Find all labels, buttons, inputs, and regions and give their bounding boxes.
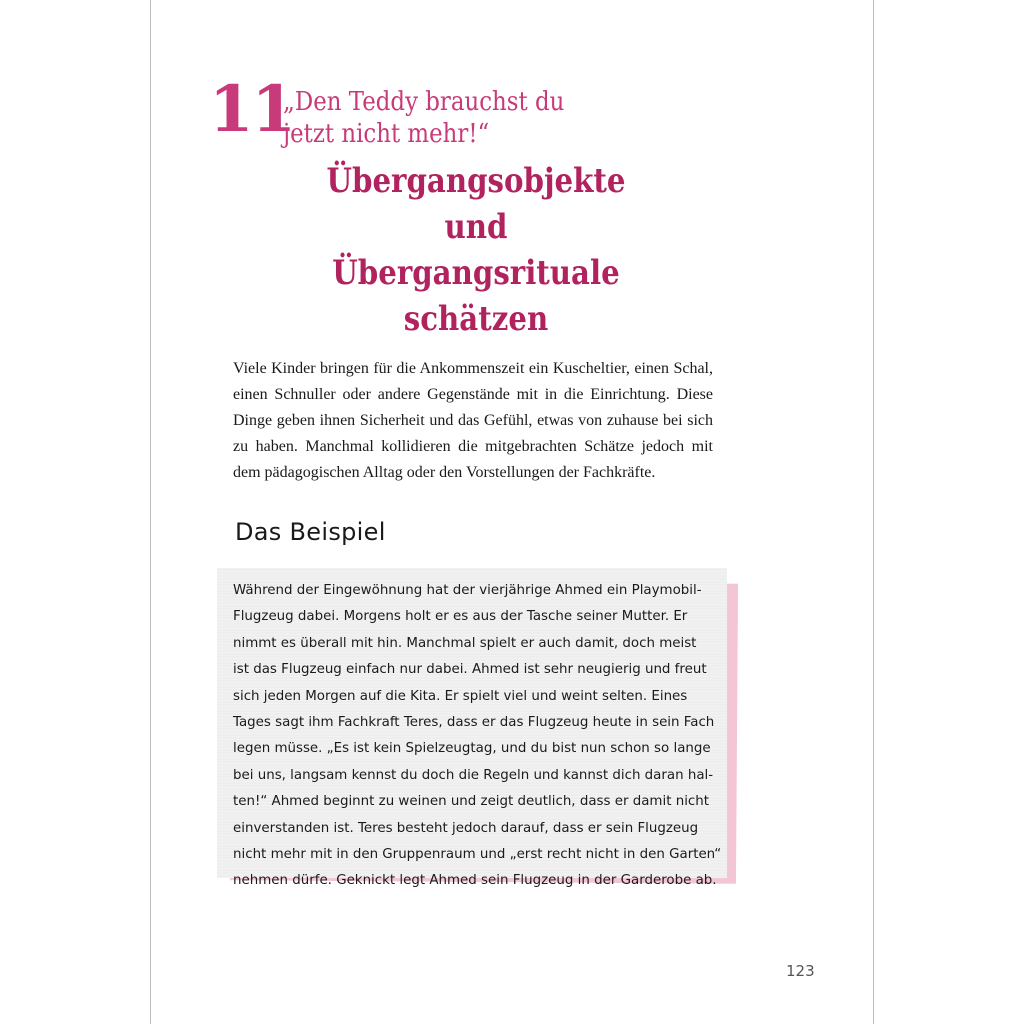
example-line: Flugzeug dabei. Morgens holt er es aus der Tasche seiner Mutter. Er (233, 609, 688, 625)
intro-line: einen Schnuller oder andere Gegenstände mit in die Einrichtung. Diese (233, 386, 713, 403)
example-line: sich jeden Morgen auf die Kita. Er spielt viel und weint selten. Eines (233, 688, 688, 704)
example-text (233, 578, 722, 895)
example-line: Tages sagt ihm Fachkraft Teres, dass er das Flugzeug heute in sein Fach (233, 715, 715, 731)
book-page (150, 0, 874, 1024)
chapter-number: 11 (209, 72, 295, 147)
intro-line: dem pädagogischen Alltag oder den Vorstellungen der Fachkräfte. (233, 464, 656, 481)
intro-paragraph (233, 356, 713, 486)
example-line: Während der Eingewöhnung hat der vierjährige Ahmed ein Playmobil- (233, 583, 702, 598)
chapter-title-line: schätzen (403, 299, 549, 339)
example-line: ist das Flugzeug einfach nur dabei. Ahmed ist sehr neugierig und freut (233, 662, 707, 678)
example-line: nimmt es überall mit hin. Manchmal spielt er auch damit, doch meist (233, 635, 697, 651)
chapter-title-line: Übergangsobjekte (326, 161, 626, 201)
example-line: einverstanden ist. Teres besteht jedoch darauf, dass er sein Flugzeug (233, 820, 699, 836)
example-line: legen müsse. „Es ist kein Spielzeugtag, und du bist nun schon so lange (233, 741, 711, 757)
example-line: nicht mehr mit in den Gruppenraum und „erst recht nicht in den Garten“ (233, 847, 722, 863)
intro-line: Viele Kinder bringen für die Ankommenszeit ein Kuscheltier, einen Schal, (233, 360, 713, 377)
chapter-title-line: und Übergangsrituale (332, 207, 620, 293)
section-title: Das Beispiel (235, 518, 386, 546)
chapter-quote (283, 86, 600, 150)
example-line: bei uns, langsam kennst du doch die Regeln und kannst dich daran hal- (233, 767, 714, 783)
example-line: ten!“ Ahmed beginnt zu weinen und zeigt deutlich, dass er damit nicht (233, 794, 710, 810)
chapter-title (300, 158, 653, 342)
intro-line: Dinge geben ihnen Sicherheit und das Gefühl, etwas von zuhause bei sich (233, 412, 713, 429)
chapter-quote-line: jetzt nicht mehr!“ (283, 119, 490, 149)
example-line: nehmen dürfe. Geknickt legt Ahmed sein Flugzeug in der Garderobe ab. (233, 873, 717, 889)
example-box (217, 568, 727, 889)
intro-line: zu haben. Manchmal kollidieren die mitgebrachten Schätze jedoch mit (233, 438, 713, 455)
chapter-quote-line: „Den Teddy brauchst du (283, 87, 565, 117)
page-number: 123 (786, 962, 815, 980)
